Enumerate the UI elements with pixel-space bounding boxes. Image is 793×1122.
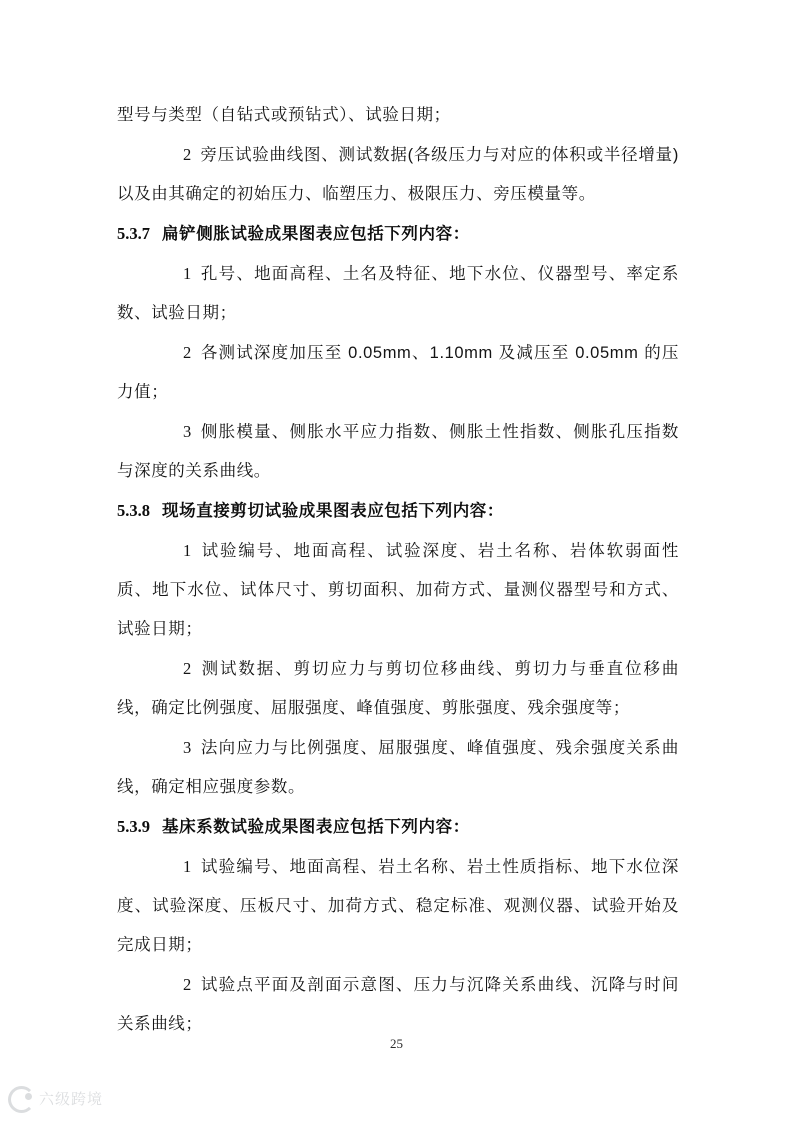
list-item-number: 1	[183, 264, 192, 283]
list-item-number: 2	[183, 975, 192, 994]
list-item	[117, 135, 679, 214]
list-item	[117, 531, 679, 649]
section-title: 扁铲侧胀试验成果图表应包括下列内容：	[162, 225, 470, 243]
list-item-number: 2	[183, 145, 192, 164]
list-item-number: 2	[183, 659, 192, 678]
list-item	[117, 333, 679, 412]
section-heading-5-3-9	[117, 807, 679, 847]
list-item-text: 法向应力与比例强度、屈服强度、峰值强度、残余强度关系曲线，确定相应强度参数。	[117, 739, 679, 796]
list-item-text: 孔号、地面高程、土名及特征、地下水位、仪器型号、率定系数、试验日期；	[117, 265, 679, 322]
list-item-number: 3	[183, 738, 192, 757]
list-item-number: 3	[183, 422, 192, 441]
list-item-text: 旁压试验曲线图、测试数据(各级压力与对应的体积或半径增量)以及由其确定的初始压力、临塑压力、极限压力、旁压模量等。	[117, 146, 679, 203]
list-item	[117, 847, 679, 965]
list-item-number: 2	[183, 343, 192, 362]
section-title: 现场直接剪切试验成果图表应包括下列内容：	[162, 502, 504, 520]
watermark-text: 六级跨境	[39, 1091, 104, 1108]
list-item-text: 试验点平面及剖面示意图、压力与沉降关系曲线、沉降与时间关系曲线；	[117, 976, 679, 1033]
list-item-text: 试验编号、地面高程、岩土名称、岩土性质指标、地下水位深度、试验深度、压板尺寸、加荷方式、稳定标准、观测仪器、试验开始及完成日期；	[117, 858, 679, 954]
section-number: 5.3.9	[117, 817, 150, 836]
list-item-text: 试验编号、地面高程、试验深度、岩土名称、岩体软弱面性质、地下水位、试体尺寸、剪切面积、加荷方式、量测仪器型号和方式、试验日期；	[117, 542, 679, 638]
list-item	[117, 254, 679, 333]
list-item-text: 测试数据、剪切应力与剪切位移曲线、剪切力与垂直位移曲线，确定比例强度、屈服强度、峰值强度、剪胀强度、残余强度等；	[117, 660, 679, 717]
paragraph-continuation: 型号与类型（自钻式或预钻式）、试验日期；	[117, 106, 451, 124]
section-heading-5-3-7	[117, 214, 679, 254]
list-item-number: 1	[183, 541, 192, 560]
page-number: 25	[390, 1036, 403, 1051]
section-number: 5.3.8	[117, 501, 150, 520]
section-heading-5-3-8	[117, 491, 679, 531]
list-item	[117, 412, 679, 491]
list-item	[117, 965, 679, 1044]
list-item	[117, 728, 679, 807]
watermark	[8, 1086, 103, 1111]
section-title: 基床系数试验成果图表应包括下列内容：	[162, 818, 470, 836]
page-content	[117, 96, 679, 1044]
list-item-text: 各测试深度加压至 0.05mm、1.10mm 及减压至 0.05mm 的压力值；	[117, 344, 679, 401]
list-item-number: 1	[183, 857, 192, 876]
section-number: 5.3.7	[117, 224, 150, 243]
list-item-text: 侧胀模量、侧胀水平应力指数、侧胀土性指数、侧胀孔压指数与深度的关系曲线。	[117, 423, 679, 480]
list-item	[117, 649, 679, 728]
watermark-logo-icon	[8, 1086, 33, 1111]
